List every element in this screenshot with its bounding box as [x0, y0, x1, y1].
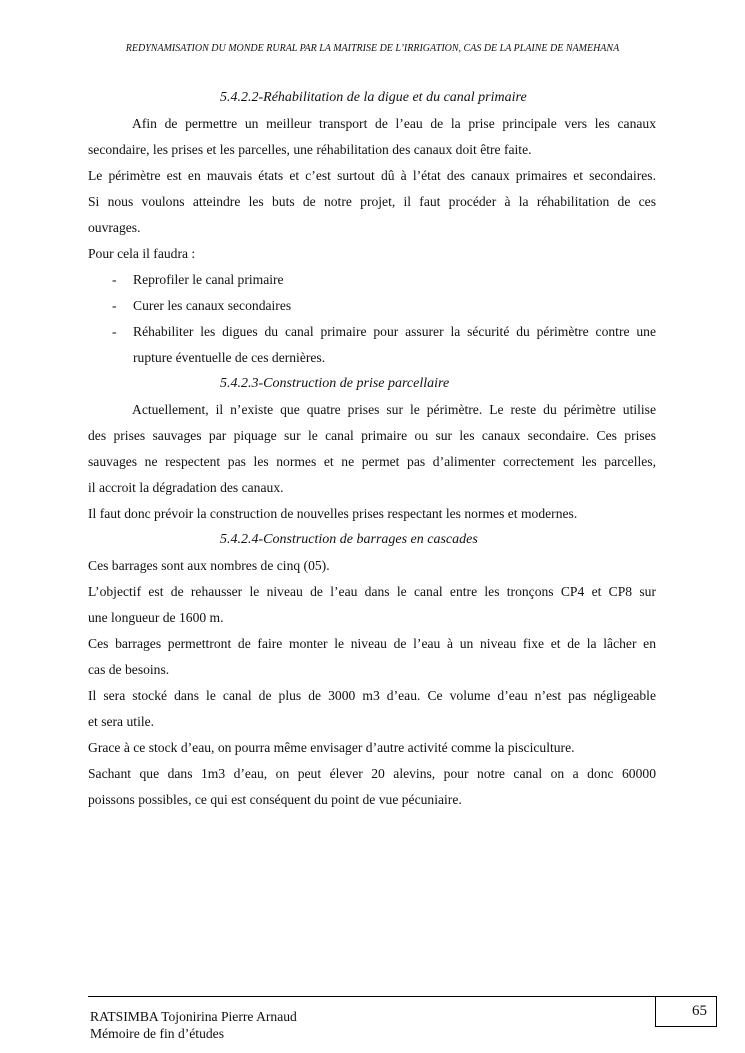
line-text: Afin de permettre un meilleur transport de l’eau de la prise principale vers les canaux	[132, 116, 656, 131]
line-text: Le périmètre est en mauvais états et c’est surtout dû à l’état des canaux primaires et secondaires.	[88, 168, 656, 183]
section-heading	[88, 527, 656, 553]
line-text: et sera utile.	[88, 714, 155, 729]
line-text: L’objectif est de rehausser le niveau de l’eau dans le canal entre les tronçons CP4 et CP8 sur	[88, 584, 656, 599]
page-number: 65	[655, 996, 717, 1027]
line-text: sauvages ne respectent pas les normes et ne permet pas d’alimenter correctement les parcelles,	[88, 454, 656, 469]
line-text: 5.4.2.2-Réhabilitation de la digue et du canal primaire	[220, 90, 527, 105]
document-body	[88, 85, 656, 813]
bullet-marker: -	[112, 324, 117, 339]
paragraph-line	[88, 163, 656, 189]
paragraph-line	[88, 215, 656, 241]
footer	[90, 1008, 297, 1042]
line-text: Pour cela il faudra :	[88, 246, 196, 261]
paragraph-line	[88, 397, 656, 423]
paragraph-line	[88, 189, 656, 215]
paragraph-line	[88, 683, 656, 709]
footer-author: RATSIMBA Tojonirina Pierre Arnaud	[90, 1009, 297, 1024]
list-item	[88, 293, 656, 319]
paragraph-line	[88, 475, 656, 501]
line-text: 5.4.2.4-Construction de barrages en cascades	[220, 532, 478, 547]
paragraph-line	[88, 709, 656, 735]
paragraph-line	[88, 735, 656, 761]
paragraph-line	[88, 111, 656, 137]
line-text: Sachant que dans 1m3 d’eau, on peut élever 20 alevins, pour notre canal on a donc 60000	[88, 766, 656, 781]
line-text: cas de besoins.	[88, 662, 170, 677]
paragraph-line	[88, 631, 656, 657]
line-text: il accroit la dégradation des canaux.	[88, 480, 284, 495]
line-text: une longueur de 1600 m.	[88, 610, 224, 625]
paragraph-line	[88, 605, 656, 631]
line-text: Ces barrages permettront de faire monter le niveau de l’eau à un niveau fixe et de la lâcher en	[88, 636, 656, 651]
paragraph-line	[88, 449, 656, 475]
line-text: Grace à ce stock d’eau, on pourra même envisager d’autre activité comme la pisciculture.	[88, 740, 575, 755]
line-text: Ces barrages sont aux nombres de cinq (05).	[88, 558, 330, 573]
section-heading	[88, 371, 656, 397]
list-item	[88, 319, 656, 345]
footer-subtitle: Mémoire de fin d’études	[90, 1026, 225, 1041]
footer-divider	[88, 996, 656, 997]
line-text: poissons possibles, ce qui est conséquent du point de vue pécuniaire.	[88, 792, 462, 807]
line-text: Curer les canaux secondaires	[133, 298, 292, 313]
bullet-marker: -	[112, 272, 117, 287]
line-text: des prises sauvages par piquage sur le canal primaire ou sur les canaux secondaire. Ces prises	[88, 428, 656, 443]
line-text: rupture éventuelle de ces dernières.	[133, 350, 326, 365]
paragraph-line	[88, 241, 656, 267]
paragraph-line	[88, 137, 656, 163]
bullet-marker: -	[112, 298, 117, 313]
paragraph-line	[88, 423, 656, 449]
line-text: 5.4.2.3-Construction de prise parcellaire	[220, 376, 450, 391]
line-text: Actuellement, il n’existe que quatre prises sur le périmètre. Le reste du périmètre utilise	[132, 402, 656, 417]
paragraph-line	[88, 657, 656, 683]
running-header: REDYNAMISATION DU MONDE RURAL PAR LA MAITRISE DE L’IRRIGATION, CAS DE LA PLAINE DE NAMEHANA	[125, 43, 620, 54]
line-text: Il sera stocké dans le canal de plus de 3000 m3 d’eau. Ce volume d’eau n’est pas négligeable	[88, 688, 656, 703]
paragraph-line	[88, 553, 656, 579]
paragraph-line	[88, 761, 656, 787]
paragraph-line	[88, 579, 656, 605]
list-item	[88, 267, 656, 293]
line-text: secondaire, les prises et les parcelles, une réhabilitation des canaux doit être faite.	[88, 142, 532, 157]
paragraph-line	[88, 787, 656, 813]
line-text: Reprofiler le canal primaire	[133, 272, 284, 287]
paragraph-line	[88, 501, 656, 527]
line-text: Il faut donc prévoir la construction de nouvelles prises respectant les normes et modernes.	[88, 506, 578, 521]
list-item-continuation	[88, 345, 656, 371]
line-text: ouvrages.	[88, 220, 141, 235]
line-text: Si nous voulons atteindre les buts de notre projet, il faut procéder à la réhabilitation de ces	[88, 194, 656, 209]
line-text: Réhabiliter les digues du canal primaire pour assurer la sécurité du périmètre contre une	[133, 324, 656, 339]
section-heading	[88, 85, 656, 111]
